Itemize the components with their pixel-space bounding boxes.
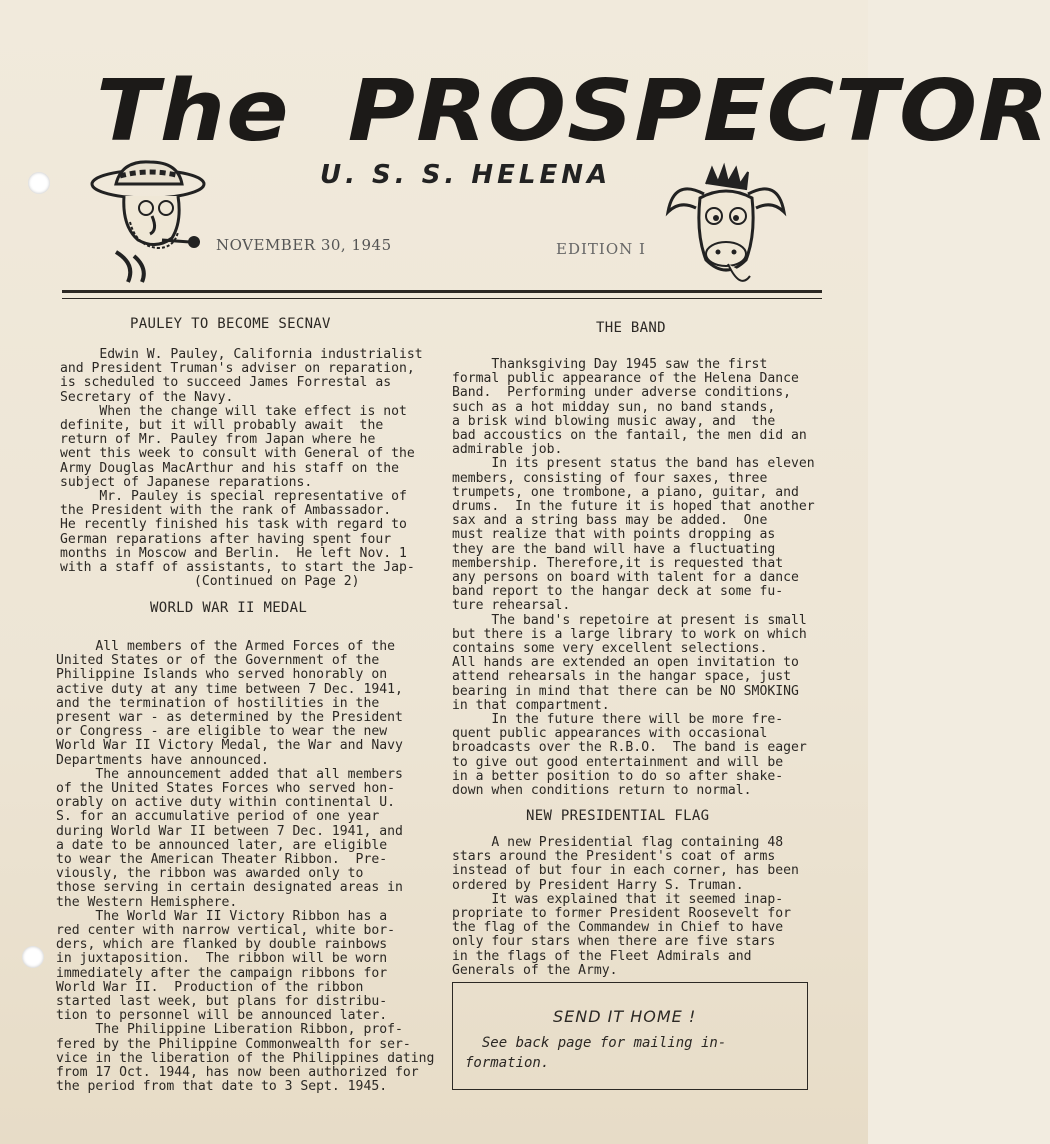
masthead-rule [62, 290, 822, 293]
article-body [60, 348, 423, 589]
article-heading: PAULEY TO BECOME SECNAV [130, 316, 331, 332]
article-text: All members of the Armed Forces of the United States or of the Government of the Philippine Islands who served honorably on active duty at any time between 7 Dec. 1941, and the termination of hostilities in the present war - as determined by the President or Congress - are eligible to wear the new World War II Victory Medal, the War and Navy Departments have announced. The announcement added that all members of the United States Forces who served hon- orably on active duty within continental U. S. for an accumulative period of one year during World War II between 7 Dec. 1941, and a date to be announced later, are eligible to wear the American Theater Ribbon. Pre- viously, the ribbon was awarded only to those serving in certain designated areas in the Western Hemisphere. The World War II Victory Ribbon has a red center with narrow vertical, white bor- ders, which are flanked by double rainbows in juxtaposition. The ribbon will be worn immediately after the campaign ribbons for World War II. Production of the ribbon started last week, but plans for distribu- tion to personnel will be announced later. The Philippine Liberation Ribbon, prof- fered by the Philippine Commonwealth for ser- vice in the liberation of the Philippines dating from 17 Oct. 1944, has now been authorized for the period from that date to 3 Sept. 1945. [56, 639, 435, 1095]
notice-title: SEND IT HOME ! [553, 1007, 697, 1026]
masthead-the: The [96, 62, 290, 161]
issue-date: NOVEMBER 30, 1945 [216, 236, 392, 254]
prospector-cartoon-icon [86, 156, 212, 282]
masthead-title [96, 62, 1050, 163]
article-text: Edwin W. Pauley, California industrialist and President Truman's adviser on reparation, is scheduled to succeed James Forrestal as Secretary of the Navy. When the change will take effect is not definite, but it will probably await the return of Mr. Pauley from Japan where he went this week to consult with General of the Army Douglas MacArthur and his staff on the subject of Japanese reparations. Mr. Pauley is special representative of the President with the rank of Ambassador. He recently finished his task with regard to German reparations after having spent four months in Moscow and Berlin. He left Nov. 1 with a staff of assistants, to start the Jap- (Continued on Page 2) [60, 347, 423, 590]
masthead-subtitle: U. S. S. HELENA [320, 160, 612, 190]
masthead-rule-thin [62, 298, 822, 299]
mule-cartoon-icon [666, 164, 786, 294]
edition-label: EDITION I [556, 240, 646, 258]
article-heading: NEW PRESIDENTIAL FLAG [526, 808, 710, 824]
punch-hole [22, 946, 44, 968]
punch-hole [28, 172, 50, 194]
article-heading: WORLD WAR II MEDAL [150, 600, 308, 616]
article-body [56, 640, 434, 1095]
article-body [452, 358, 815, 798]
article-text: Thanksgiving Day 1945 saw the first formal public appearance of the Helena Dance Band. Performing under adverse conditions, such as a hot midday sun, no band stands, a brisk wind blowing music away, and the bad accoustics on the fantail, the men did an admirable job. In its present status the band has eleven members, consisting of four saxes, three trumpets, one trombone, a piano, guitar, and drums. In the future it is hoped that another sax and a string bass may be added. One must realize that with points dropping as they are the band will have a fluctuating membership. Therefore,it is requested that any persons on board with talent for a dance band report to the hangar deck at some fu- ture rehearsal. The band's repetoire at present is small but there is a large library to work on which contains some very excellent selections. All hands are extended an open invitation to attend rehearsals in the hangar space, just bearing in mind that there can be NO SMOKING in that compartment. In the future there will be more fre- quent public appearances with occasional broadcasts over the R.B.O. The band is eager to give out good entertainment and will be in a better position to do so after shake- down when conditions return to normal. [452, 357, 815, 799]
article-body [452, 836, 799, 978]
article-text: A new Presidential flag containing 48 stars around the President's coat of arms instead of but four in each corner, has been ordered by President Harry S. Truman. It was explained that it seemed inap- propriate to former President Roosevelt for the flag of the Commandew in Chief to have only four stars when there are five stars in the flags of the Fleet Admirals and Generals of the Army. [452, 835, 799, 978]
masthead-prospector: PROSPECTOR [347, 62, 1050, 161]
notice-body: See back page for mailing in- formation. [465, 1035, 727, 1071]
article-heading: THE BAND [596, 320, 666, 336]
notice-box [452, 982, 808, 1090]
